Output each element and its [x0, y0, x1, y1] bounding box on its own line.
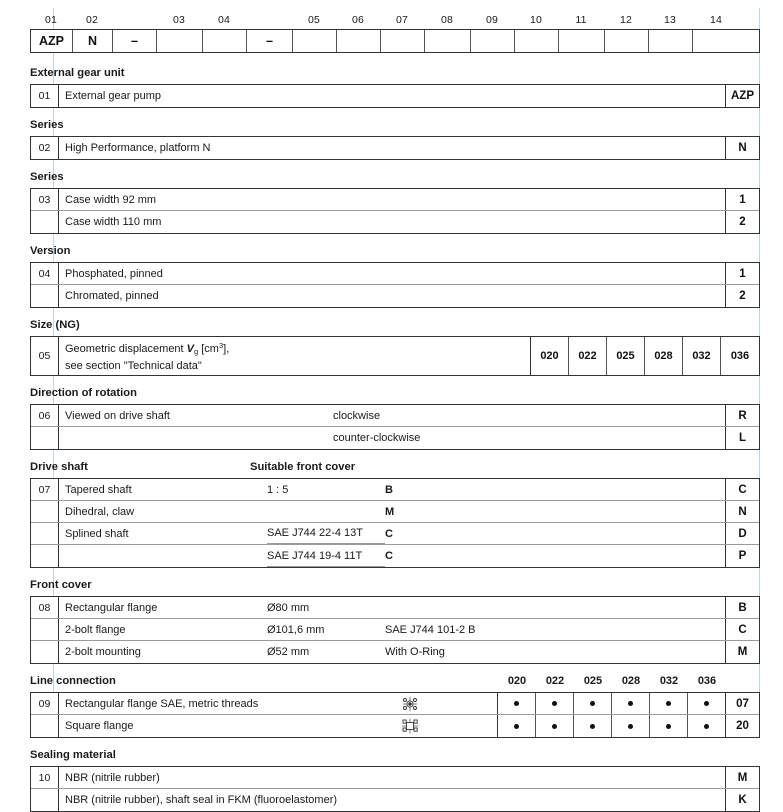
code-cell: B: [725, 597, 759, 618]
position-number-cell: 05: [31, 337, 59, 375]
availability-dot-icon: [514, 701, 519, 706]
ordering-code-position-label-05: 05: [307, 14, 321, 26]
section-title-text: Version: [30, 245, 71, 257]
availability-cell: [611, 693, 649, 714]
code-cell: P: [725, 545, 759, 567]
description-cell: [59, 337, 530, 375]
section-title: [30, 579, 760, 593]
section-title: [30, 749, 760, 763]
ordering-code-position-label-01: 01: [44, 14, 58, 26]
code-cell: C: [725, 479, 759, 500]
description-cell: [59, 641, 267, 663]
table-row: [31, 85, 759, 107]
size-column-header-022: 022: [545, 675, 565, 687]
desc-text-post: ],: [223, 343, 230, 355]
availability-cell: [649, 693, 687, 714]
option-cell: With O-Ring: [385, 646, 445, 658]
availability-dot-icon: [552, 701, 557, 706]
ordering-code-cell-10[interactable]: [425, 30, 471, 52]
code-cell: K: [725, 789, 759, 811]
code-cell: R: [725, 405, 759, 426]
option-cell: [385, 597, 725, 618]
position-number-cell: [31, 789, 59, 811]
code-cell: N: [725, 137, 759, 159]
spec-cell: SAE J744 22-4 13T: [267, 523, 385, 544]
ordering-code-cell-1[interactable]: AZP: [31, 30, 73, 52]
availability-cell: [611, 715, 649, 737]
table-row: [31, 767, 759, 789]
table-row: [31, 211, 759, 233]
description-cell: [59, 427, 333, 449]
size-column-header-032: 032: [659, 675, 679, 687]
ordering-code-position-label-08: 08: [440, 14, 454, 26]
size-option-032[interactable]: 032: [683, 337, 721, 375]
section-table: [30, 766, 760, 812]
ordering-code-cell-12[interactable]: [515, 30, 559, 52]
unit-superscript: 3: [218, 341, 224, 350]
table-row: [31, 715, 759, 737]
position-number-cell: 10: [31, 767, 59, 788]
ordering-code-position-label-04: 04: [217, 14, 231, 26]
section-title-text: Series: [30, 171, 64, 183]
table-row: [31, 641, 759, 663]
section-title: [30, 245, 760, 259]
spec-cell: SAE J744 19-4 11T: [267, 545, 385, 567]
description-text: Case width 92 mm: [65, 193, 157, 206]
code-cell: 1: [725, 263, 759, 284]
table-row: [31, 189, 759, 211]
description-cell: [59, 715, 347, 737]
ordering-code-cell-5[interactable]: [203, 30, 247, 52]
table-row: [31, 523, 759, 545]
description-cell: [59, 211, 725, 233]
desc-text-pre: Geometric displacement: [65, 343, 187, 355]
description-text: Square flange: [65, 720, 134, 732]
availability-dot-icon: [590, 724, 595, 729]
position-number-cell: 06: [31, 405, 59, 426]
ordering-code-position-label-13: 13: [663, 14, 677, 26]
option-cell: B: [385, 483, 393, 496]
position-number-cell: 02: [31, 137, 59, 159]
ordering-code-cell-13[interactable]: [559, 30, 605, 52]
code-cell: 20: [725, 715, 759, 737]
code-cell: 07: [725, 693, 759, 714]
spec-cell: 1 : 5: [267, 483, 289, 496]
section-title-text: Series: [30, 119, 64, 131]
option-cell: C: [385, 527, 393, 540]
ordering-code-position-label-14: 14: [709, 14, 723, 26]
table-row: [31, 285, 759, 307]
table-row: [31, 693, 759, 715]
description-cell: [59, 767, 725, 788]
ordering-code-cell-3[interactable]: –: [113, 30, 157, 52]
description-text: Case width 110 mm: [65, 216, 162, 228]
ordering-code-cell-8[interactable]: [337, 30, 381, 52]
description-cell: [59, 789, 725, 811]
availability-cell: [497, 715, 535, 737]
symbol-vg: V: [186, 343, 195, 355]
table-row: [31, 263, 759, 285]
ordering-code-header: [30, 14, 760, 56]
position-number-cell: [31, 211, 59, 233]
position-number-cell: [31, 501, 59, 522]
table-row: [31, 789, 759, 811]
availability-cell: [535, 715, 573, 737]
spec-cell: Ø101,6 mm: [267, 623, 325, 636]
description-cell: [59, 523, 267, 544]
position-number-cell: [31, 285, 59, 307]
ordering-code-position-label-06: 06: [351, 14, 365, 26]
ordering-code-position-label-11: 11: [575, 14, 587, 26]
ordering-code-boxes: [30, 29, 760, 53]
position-number-cell: [31, 427, 59, 449]
description-text: Viewed on drive shaft: [65, 409, 170, 422]
availability-cell: [573, 693, 611, 714]
position-number-cell: [31, 523, 59, 544]
description-text: Dihedral, claw: [65, 505, 135, 518]
section-table: [30, 336, 760, 376]
ordering-code-cell-11[interactable]: [471, 30, 515, 52]
section-series: [30, 171, 760, 234]
description-cell: [59, 405, 333, 426]
ordering-code-cell-7[interactable]: [293, 30, 337, 52]
option-cell: M: [385, 505, 395, 518]
section-title: [30, 171, 760, 185]
availability-dot-icon: [628, 724, 633, 729]
ordering-code-position-label-12: 12: [619, 14, 633, 26]
description-cell: [59, 189, 725, 210]
description-cell: [59, 619, 267, 640]
section-title: [30, 319, 760, 333]
option-cell: C: [385, 550, 393, 562]
size-option-020[interactable]: 020: [531, 337, 569, 375]
section-title: [30, 67, 760, 81]
section-title-text: Front cover: [30, 579, 92, 591]
ordering-code-cell-4[interactable]: [157, 30, 203, 52]
ordering-code-position-label-07: 07: [395, 14, 409, 26]
availability-cell: [497, 693, 535, 714]
position-number-cell: 01: [31, 85, 59, 107]
section-version: [30, 245, 760, 308]
section-title: [30, 675, 760, 689]
option-cell: counter-clockwise: [333, 432, 421, 444]
position-number-cell: [31, 619, 59, 640]
code-cell: 2: [725, 285, 759, 307]
availability-dot-icon: [666, 701, 671, 706]
description-line-2: see section "Technical data": [65, 360, 202, 372]
description-cell: [59, 693, 347, 714]
table-row: [31, 337, 759, 375]
size-options: [530, 337, 759, 375]
description-text: Chromated, pinned: [65, 290, 159, 302]
description-cell: [59, 597, 267, 618]
availability-dot-icon: [628, 701, 633, 706]
section-title-text: Drive shaft: [30, 461, 88, 473]
description-cell: [59, 85, 725, 107]
square-flange-symbol: [347, 715, 497, 737]
ordering-code-sections: [30, 67, 760, 812]
section-title-text: External gear unit: [30, 67, 125, 79]
description-text: NBR (nitrile rubber), shaft seal in FKM (fluoroelastomer): [65, 794, 338, 806]
description-text: 2-bolt flange: [65, 623, 126, 636]
section-title: [30, 461, 760, 475]
ordering-code-cell-6[interactable]: –: [247, 30, 293, 52]
description-text: Phosphated, pinned: [65, 267, 163, 280]
description-cell: [59, 545, 267, 567]
table-row: [31, 619, 759, 641]
table-row: [31, 545, 759, 567]
description-line-1: [65, 338, 229, 359]
section-table: [30, 404, 760, 450]
section-title-text: Sealing material: [30, 749, 116, 761]
symbol-vg-subscript: g: [194, 347, 199, 356]
section-table: [30, 262, 760, 308]
section-sealing-material: [30, 749, 760, 812]
code-cell: M: [725, 767, 759, 788]
section-direction-of-rotation: [30, 387, 760, 450]
position-number-cell: 09: [31, 693, 59, 714]
section-drive-shaft: [30, 461, 760, 568]
size-column-header-028: 028: [621, 675, 641, 687]
position-number-cell: [31, 715, 59, 737]
ordering-code-cell-16[interactable]: [693, 30, 741, 52]
section-size-ng: [30, 319, 760, 376]
section-table: [30, 596, 760, 664]
description-cell: [59, 137, 725, 159]
code-cell: L: [725, 427, 759, 449]
position-number-cell: 08: [31, 597, 59, 618]
availability-dot-icon: [590, 701, 595, 706]
table-row: [31, 427, 759, 449]
section-table: [30, 692, 760, 738]
description-cell: [59, 501, 267, 522]
section-title: [30, 387, 760, 401]
availability-cell: [687, 715, 725, 737]
spec-cell: Ø52 mm: [267, 646, 310, 658]
ordering-code-cell-15[interactable]: [649, 30, 693, 52]
description-text: High Performance, platform N: [65, 142, 211, 154]
size-option-036[interactable]: 036: [730, 350, 750, 362]
section-series: [30, 119, 760, 160]
table-row: [31, 479, 759, 501]
option-cell: SAE J744 101-2 B: [385, 623, 476, 636]
size-column-header-036: 036: [697, 675, 717, 687]
section-title: [30, 119, 760, 133]
table-row: [31, 405, 759, 427]
size-option-022[interactable]: 022: [569, 337, 607, 375]
description-text: Rectangular flange SAE, metric threads: [65, 697, 259, 710]
code-cell: D: [725, 523, 759, 544]
code-cell: N: [725, 501, 759, 522]
ordering-code-position-label-03: 03: [172, 14, 186, 26]
section-front-cover: [30, 579, 760, 664]
section-table: [30, 136, 760, 160]
option-cell: clockwise: [333, 409, 381, 422]
description-text: 2-bolt mounting: [65, 646, 141, 658]
availability-dot-icon: [552, 724, 557, 729]
ordering-code-cell-2[interactable]: N: [73, 30, 113, 52]
code-cell: 2: [725, 211, 759, 233]
ordering-code-position-label-09: 09: [485, 14, 499, 26]
section-table: [30, 188, 760, 234]
size-column-header-025: 025: [583, 675, 603, 687]
description-cell: [59, 479, 267, 500]
table-row: [31, 597, 759, 619]
availability-cell: [687, 693, 725, 714]
section-table: [30, 84, 760, 108]
section-subtitle-text: Suitable front cover: [250, 461, 356, 473]
section-external-gear-unit: [30, 67, 760, 108]
table-row: [31, 137, 759, 159]
availability-cell: [535, 693, 573, 714]
position-number-cell: [31, 545, 59, 567]
availability-dot-icon: [666, 724, 671, 729]
availability-dot-icon: [514, 724, 519, 729]
description-text: Splined shaft: [65, 527, 129, 540]
description-cell: [59, 285, 725, 307]
section-line-connection: [30, 675, 760, 738]
ordering-code-position-label-02: 02: [85, 14, 99, 26]
section-table: [30, 478, 760, 568]
ordering-code-cell-14[interactable]: [605, 30, 649, 52]
position-number-cell: 04: [31, 263, 59, 284]
availability-dot-icon: [704, 724, 709, 729]
table-row: [31, 501, 759, 523]
code-cell: AZP: [725, 85, 759, 107]
description-cell: [59, 263, 725, 284]
spec-cell: Ø80 mm: [267, 601, 310, 614]
availability-cell: [649, 715, 687, 737]
availability-cell: [573, 715, 611, 737]
ordering-code-sheet: [30, 14, 760, 812]
size-option-025[interactable]: 025: [607, 337, 645, 375]
section-title-text: Direction of rotation: [30, 387, 137, 399]
description-text: External gear pump: [65, 90, 161, 102]
description-text: NBR (nitrile rubber): [65, 771, 160, 784]
section-title-text: Size (NG): [30, 319, 80, 331]
section-title-text: Line connection: [30, 675, 116, 687]
ordering-code-position-label-10: 10: [529, 14, 543, 26]
position-number-cell: 07: [31, 479, 59, 500]
position-number-cell: 03: [31, 189, 59, 210]
description-text: Tapered shaft: [65, 483, 132, 496]
code-cell: 1: [725, 189, 759, 210]
size-column-header-020: 020: [507, 675, 527, 687]
spec-cell: [267, 501, 385, 522]
position-number-cell: [31, 641, 59, 663]
ordering-code-cell-9[interactable]: [381, 30, 425, 52]
unit-pre: [cm: [198, 343, 219, 355]
availability-dot-icon: [704, 701, 709, 706]
round-flange-symbol: [347, 693, 497, 714]
code-cell: M: [725, 641, 759, 663]
ordering-code-position-labels: [30, 14, 760, 29]
size-option-028[interactable]: 028: [645, 337, 683, 375]
description-text: Rectangular flange: [65, 601, 158, 614]
code-cell: C: [725, 619, 759, 640]
